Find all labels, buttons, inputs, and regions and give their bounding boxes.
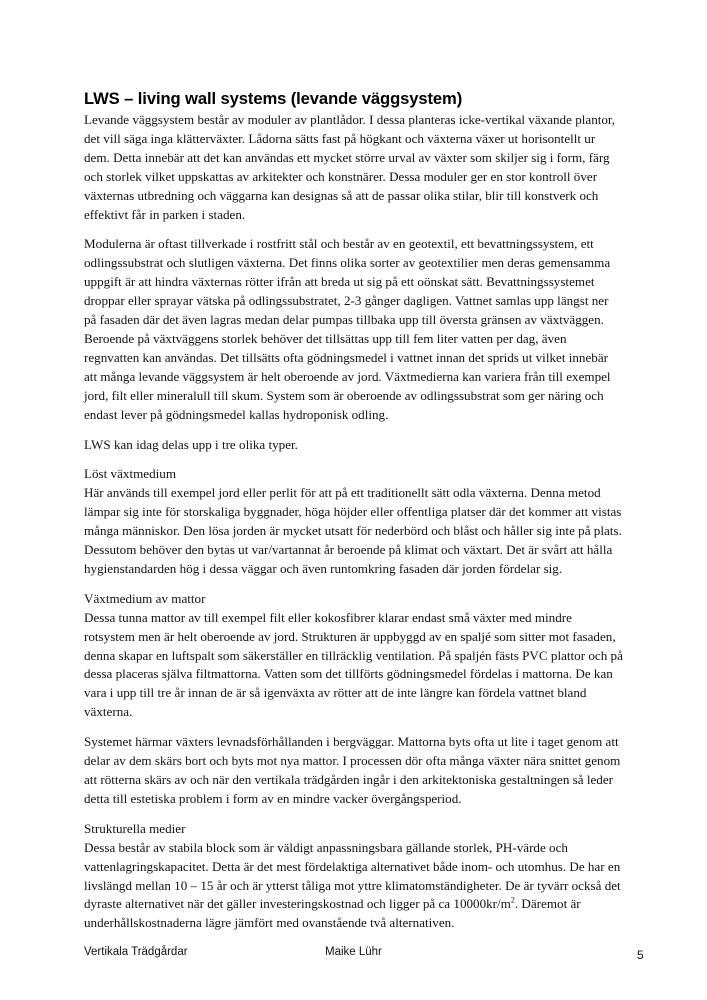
heading-structural-media: Strukturella medier <box>84 820 186 836</box>
superscript-2: 2 <box>510 896 515 906</box>
footer-document-title: Vertikala Trädgårdar <box>84 946 188 958</box>
paragraph-loose-medium: Här används till exempel jord eller perlit för att på ett traditionellt sätt odla växterna. Denna metod lämpar sig inte för storskaliga byggnader, höga höjder eller offentliga platser där det kommer att vistas många människor. Den lösa jorden är mycket utsatt för nederbörd och blåst och håller sig inte på plats. Dessutom behöver den bytas ut var/vartannat år beroende på klimat och växtart. Det är svårt att hålla hygienstandarden hög i dessa väggar och även runtomkring fasaden där jorden fördelar sig. <box>84 485 622 576</box>
page-title: LWS – living wall systems (levande väggsystem) <box>84 89 463 108</box>
paragraph-mat-medium: Dessa tunna mattor av till exempel filt eller kokosfibrer klarar endast små växter med mindre rotsystem men är helt oberoende av jord. Strukturen är uppbyggd av en spaljé som sitter mot fasaden, denna skapar en luftspalt som säkerställer en tillräcklig ventilation. På spaljén fästs PVC plattor och på dessa placeras själva filtmattorna. Vatten som det tillförts gödningsmedel fördelas i mattorna. De kan vara i upp till tre år innan de är så igenväxta av rötter att de inte längre kan fördela vattnet bland växterna. <box>84 609 623 720</box>
paragraph-intro: Levande väggsystem består av moduler av plantlådor. I dessa planteras icke-vertikal växande plantor, det vill säga inga klätterväxter. Lådorna sätts fast på högkant och växterna växer ut horisontellt ur dem. Detta innebär att det kan användas ett mycket större urval av växter som skiljer sig i form, färg och storlek vilket uppskattas av arkitekter och konstnärer. Dessa moduler ger en stor kontroll över växternas utbredning och väggarna kan designas så att de passar olika stilar, blir till konstverk och effektivt får in parken i staden. <box>84 112 616 222</box>
paragraph-structural-media <box>84 839 624 934</box>
paragraph-modules: Modulerna är oftast tillverkade i rostfritt stål och består av en geotextil, ett bevattningssystem, ett odlingssubstrat och slutligen växterna. Det finns olika sorter av geotextilier men deras gemensamma uppgift är att hindra växternas rötter ifrån att breda ut sig på ett oönskat sätt. Bevattningssystemet droppar eller sprayar vätska på odlingssubstratet, 2-3 gånger dagligen. Vattnet samlas upp längst ner på fasaden där det även lagras medan delar pumpas tillbaka upp till översta gränsen av växtväggen. Beroende på växtväggens storlek behöver det tillsättas upp till fem liter vatten per dag, även regnvatten kan användas. Det tillsätts ofta gödningsmedel i vattnet innan det sprids ut vilket innebär att många levande väggsystem är helt oberoende av jord. Växtmedierna kan variera från till exempel jord, filt eller mineralull till skum. System som är oberoende av odlingssubstrat som ger näring och endast lever på gödningsmedel kallas hydroponisk odling. <box>84 236 611 422</box>
paragraph-mat-medium-2: Systemet härmar växters levnadsförhållanden i bergväggar. Mattorna byts ofta ut lite i taget genom att delar av dem skärs bort och byts mot nya mattor. I processen dör ofta många växter nära snittet genom att rötterna skärs av och när den vertikala trädgården ingår i den arkitektoniska gestaltningen så leder detta till estetiska problem i form av en mindre vacker övergångsperiod. <box>84 734 621 806</box>
paragraph-types: LWS kan idag delas upp i tre olika typer. <box>84 436 298 452</box>
page-footer <box>0 946 707 966</box>
structural-text-b: . Däremot är underhållskostnaderna lägre jämfört med ovanstående två alternativen. <box>84 896 581 931</box>
heading-mat-medium: Växtmedium av mattor <box>84 590 206 606</box>
footer-author: Maike Lühr <box>325 946 382 958</box>
page-content <box>84 88 624 933</box>
page-number: 5 <box>637 948 644 962</box>
heading-loose-medium: Löst växtmedium <box>84 466 177 482</box>
structural-text-a: Dessa består av stabila block som är väldigt anpassningsbara gällande storlek, PH-värde och vattenlagringskapacitet. Detta är det mest fördelaktiga alternativet både inom- och utomhus. De har en livslängd mellan 10 – 15 år och är ytterst tåliga mot yttre klimatomständigheter. De är tyvärr också det dyraste alternativet när det gäller investeringskostnad och ligger på ca 10000kr/m <box>84 839 621 912</box>
